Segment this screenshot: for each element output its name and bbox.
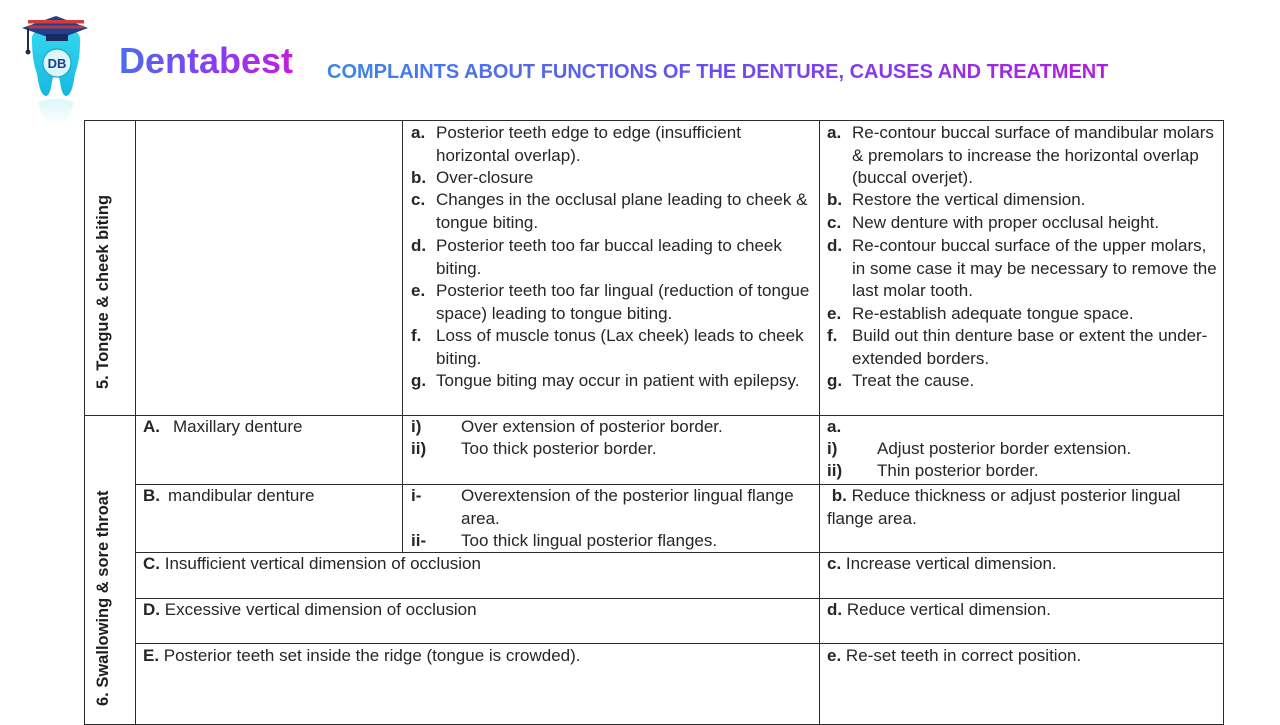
item-letter: c. (411, 190, 426, 209)
list-item (827, 460, 1217, 483)
list-item (411, 530, 811, 553)
list-item (827, 303, 1217, 326)
list-item (827, 122, 1217, 190)
rowA-title (143, 416, 398, 439)
item-letter: b. (411, 168, 427, 187)
item-text: Posterior teeth edge to edge (insufficient horizontal overlap). (436, 123, 741, 165)
item-text: Thin posterior border. (877, 461, 1039, 480)
item-letter: e. (411, 281, 426, 300)
rowE-treatment (827, 645, 1217, 668)
item-number: ii) (827, 461, 843, 480)
rowE-cause-text: Posterior teeth set inside the ridge (tongue is crowded). (163, 646, 581, 665)
rowC-cause (143, 553, 813, 576)
list-item (411, 235, 811, 280)
item-text: Too thick lingual posterior flanges. (461, 531, 718, 550)
rowA-letter: A. (143, 417, 160, 436)
item-text: Re-establish adequate tongue space. (852, 304, 1134, 323)
section5-empty-cell (135, 120, 404, 417)
item-letter: g. (827, 371, 843, 390)
item-number: ii) (411, 439, 427, 458)
rowC-treatment (827, 553, 1217, 576)
section5-label: 5. Tongue & cheek biting (94, 194, 112, 389)
item-text: Over extension of posterior border. (461, 417, 723, 436)
rowD-cause-text: Excessive vertical dimension of occlusion (164, 600, 477, 619)
list-item (411, 370, 811, 393)
item-text: Tongue biting may occur in patient with epilepsy. (436, 371, 800, 390)
item-text: Build out thin denture base or extent the under-extended borders. (852, 326, 1208, 368)
item-text: Re-contour buccal surface of mandibular molars & premolars to increase the horizontal overlap (buccal overjet). (852, 123, 1214, 187)
item-text: Posterior teeth too far lingual (reduction of tongue space) leading to tongue biting. (436, 281, 810, 323)
list-item (827, 370, 1217, 393)
item-text: Restore the vertical dimension. (852, 190, 1086, 209)
item-letter: c. (827, 213, 842, 232)
rowD-letter: D. (143, 600, 160, 619)
logo-text: DB (47, 56, 67, 71)
item-text: Over-closure (436, 168, 534, 187)
item-text: Adjust posterior border extension. (877, 439, 1132, 458)
rowE-cause (143, 645, 813, 668)
list-item (827, 438, 1217, 461)
rowC-letter: C. (143, 554, 160, 573)
item-letter: d. (411, 236, 427, 255)
rowC-treat-letter: c. (827, 554, 842, 573)
rowB-title (143, 485, 398, 508)
item-letter: b. (827, 190, 843, 209)
item-text: Re-contour buccal surface of the upper molars, in some case it may be necessary to remove the last molar tooth. (852, 236, 1217, 300)
item-number: ii- (411, 531, 427, 550)
item-text: Too thick posterior border. (461, 439, 657, 458)
item-text: Changes in the occlusal plane leading to cheek & tongue biting. (436, 190, 808, 232)
rowA-treat-letter: a. (827, 417, 842, 436)
rowD-treat-text: Reduce vertical dimension. (846, 600, 1051, 619)
item-text: Posterior teeth too far buccal leading to cheek biting. (436, 236, 782, 278)
rowA-title-text: Maxillary denture (173, 417, 303, 436)
item-letter: f. (411, 326, 422, 345)
list-item (411, 122, 811, 167)
item-letter: e. (827, 304, 842, 323)
item-text: Treat the cause. (852, 371, 975, 390)
rowB-treat-letter: b. (831, 486, 847, 505)
list-item (827, 235, 1217, 303)
list-item (411, 167, 811, 190)
list-item (827, 189, 1217, 212)
rowB-title-text: mandibular denture (168, 486, 315, 505)
rowB-treatment (827, 485, 1217, 530)
item-text: Overextension of the posterior lingual flange area. (461, 486, 794, 528)
rowC-treat-text: Increase vertical dimension. (845, 554, 1057, 573)
list-item (411, 189, 811, 234)
rowE-letter: E. (143, 646, 160, 665)
item-text: New denture with proper occlusal height. (852, 213, 1160, 232)
item-letter: f. (827, 326, 838, 345)
rowE-treat-text: Re-set teeth in correct position. (845, 646, 1082, 665)
item-letter: a. (411, 123, 426, 142)
list-item (411, 416, 811, 439)
rowC-cause-text: Insufficient vertical dimension of occlusion (164, 554, 481, 573)
rowD-treat-letter: d. (827, 600, 843, 619)
item-text: Loss of muscle tonus (Lax cheek) leads to cheek biting. (436, 326, 804, 368)
rowB-treat-text: Reduce thickness or adjust posterior lingual flange area. (827, 486, 1181, 528)
item-number: i) (411, 417, 422, 436)
list-item (411, 325, 811, 370)
rowE-treat-letter: e. (827, 646, 842, 665)
rowD-cause (143, 599, 813, 622)
list-item (827, 212, 1217, 235)
rowD-treatment (827, 599, 1217, 622)
item-letter: g. (411, 371, 427, 390)
page-title: COMPLAINTS ABOUT FUNCTIONS OF THE DENTURE, CAUSES AND TREATMENT (327, 61, 1109, 83)
list-item (411, 438, 811, 461)
item-letter: a. (827, 123, 842, 142)
list-item (827, 325, 1217, 370)
list-item (411, 485, 811, 530)
item-number: i- (411, 486, 422, 505)
item-number: i) (827, 439, 838, 458)
list-item (411, 280, 811, 325)
section6-label: 6. Swallowing & sore throat (94, 490, 112, 706)
rowB-letter: B. (143, 486, 160, 505)
brand-name: Dentabest (119, 40, 294, 81)
item-letter: d. (827, 236, 843, 255)
